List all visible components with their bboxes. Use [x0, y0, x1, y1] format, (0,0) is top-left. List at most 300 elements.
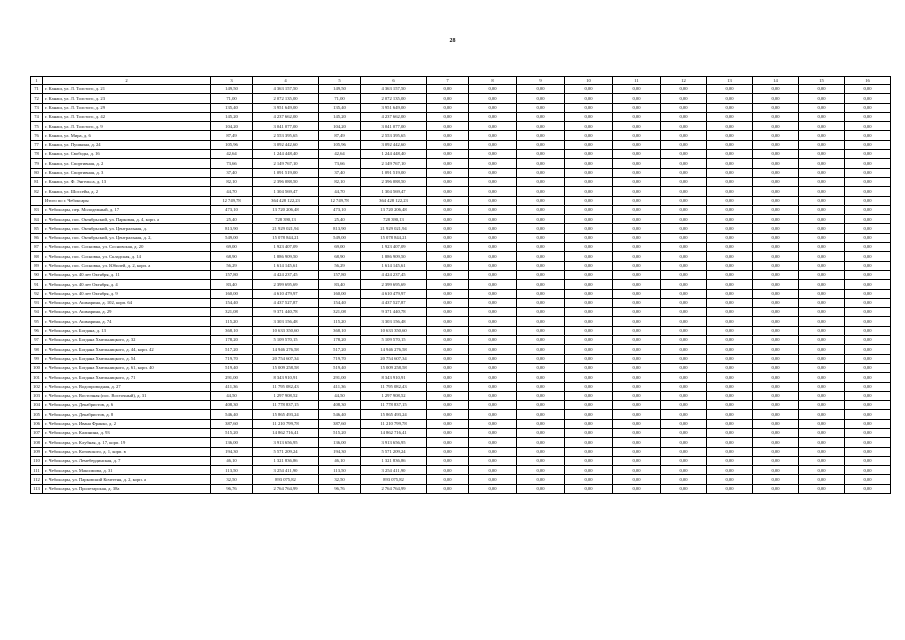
- area-cell: 69,00: [211, 243, 253, 252]
- zero-cell: 0,00: [753, 187, 799, 196]
- zero-cell: 0,00: [753, 103, 799, 112]
- zero-cell: 0,00: [845, 354, 891, 363]
- zero-cell: 0,00: [517, 261, 565, 270]
- zero-cell: 0,00: [427, 484, 469, 493]
- cost-cell: 13 720 206,48: [361, 205, 427, 214]
- zero-cell: 0,00: [661, 112, 707, 121]
- cost-cell: 3 092 442,60: [253, 140, 319, 149]
- cost-cell: 2 553 395,65: [361, 131, 427, 140]
- zero-cell: 0,00: [469, 215, 517, 224]
- table-header-row: [31, 77, 891, 85]
- zero-cell: 0,00: [565, 391, 613, 400]
- address-cell: г. Чебоксары, ул. Ивана Франко, д. 2: [43, 419, 211, 428]
- address-cell: г. Канаш, ул. Л. Толстого, д. 9: [43, 122, 211, 131]
- area-cell: 96,76: [211, 484, 253, 493]
- cost-cell: 728 390,13: [253, 215, 319, 224]
- zero-cell: 0,00: [517, 280, 565, 289]
- zero-cell: 0,00: [427, 159, 469, 168]
- address-cell: г. Чебоксары, ул. Богдана, д. 13: [43, 326, 211, 335]
- zero-cell: 0,00: [661, 354, 707, 363]
- zero-cell: 0,00: [799, 410, 845, 419]
- zero-cell: 0,00: [799, 159, 845, 168]
- zero-cell: 0,00: [707, 177, 753, 186]
- zero-cell: 0,00: [517, 122, 565, 131]
- zero-cell: 0,00: [753, 428, 799, 437]
- zero-cell: 0,00: [613, 456, 661, 465]
- cost-cell: 3 913 656,95: [253, 438, 319, 447]
- zero-cell: 0,00: [613, 215, 661, 224]
- row-number: 108: [31, 438, 43, 447]
- cost-cell: 14 946 276,58: [253, 345, 319, 354]
- zero-cell: 0,00: [565, 280, 613, 289]
- table-row: [31, 103, 891, 112]
- cost-cell: 15 078 844,21: [253, 233, 319, 242]
- zero-cell: 0,00: [661, 177, 707, 186]
- area-cell: 32,50: [319, 475, 361, 484]
- area-cell: 46,10: [211, 456, 253, 465]
- cost-cell: 4 437 527,87: [253, 298, 319, 307]
- zero-cell: 0,00: [845, 289, 891, 298]
- header-cell: 9: [517, 77, 565, 85]
- cost-cell: 20 754 607,34: [253, 354, 319, 363]
- zero-cell: 0,00: [427, 391, 469, 400]
- zero-cell: 0,00: [565, 215, 613, 224]
- address-cell: г. Чебоксары, ул. Клубная, д. 17, корп. 19: [43, 438, 211, 447]
- zero-cell: 0,00: [517, 150, 565, 159]
- zero-cell: 0,00: [707, 354, 753, 363]
- zero-cell: 0,00: [427, 317, 469, 326]
- zero-cell: 0,00: [613, 159, 661, 168]
- cost-cell: 11 795 082,43: [253, 382, 319, 391]
- zero-cell: 0,00: [517, 112, 565, 121]
- zero-cell: 0,00: [565, 159, 613, 168]
- zero-cell: 0,00: [469, 336, 517, 345]
- zero-cell: 0,00: [707, 456, 753, 465]
- zero-cell: 0,00: [661, 224, 707, 233]
- zero-cell: 0,00: [613, 243, 661, 252]
- zero-cell: 0,00: [565, 177, 613, 186]
- zero-cell: 0,00: [565, 205, 613, 214]
- address-cell: г. Канаш, ул. Пушкина, д. 24: [43, 140, 211, 149]
- zero-cell: 0,00: [517, 168, 565, 177]
- table-row: [31, 112, 891, 121]
- zero-cell: 0,00: [707, 410, 753, 419]
- row-number: 86: [31, 233, 43, 242]
- zero-cell: 0,00: [613, 140, 661, 149]
- row-number: 75: [31, 122, 43, 131]
- zero-cell: 0,00: [565, 298, 613, 307]
- zero-cell: 0,00: [845, 85, 891, 94]
- zero-cell: 0,00: [613, 94, 661, 103]
- table-row: [31, 317, 891, 326]
- header-cell: 6: [361, 77, 427, 85]
- zero-cell: 0,00: [517, 373, 565, 382]
- row-number: 91: [31, 280, 43, 289]
- zero-cell: 0,00: [707, 289, 753, 298]
- area-cell: 44,50: [319, 391, 361, 400]
- zero-cell: 0,00: [469, 168, 517, 177]
- area-cell: 37,40: [211, 168, 253, 177]
- zero-cell: 0,00: [753, 466, 799, 475]
- table-row: [31, 466, 891, 475]
- area-cell: 157,80: [319, 270, 361, 279]
- row-number: 71: [31, 85, 43, 94]
- cost-cell: 2 396 088,50: [253, 177, 319, 186]
- cost-cell: 10 633 350,60: [253, 326, 319, 335]
- zero-cell: 0,00: [753, 382, 799, 391]
- zero-cell: 0,00: [661, 243, 707, 252]
- cost-cell: 2 072 135,00: [253, 94, 319, 103]
- page-number: 28: [449, 38, 456, 44]
- zero-cell: 0,00: [613, 419, 661, 428]
- zero-cell: 0,00: [753, 112, 799, 121]
- zero-cell: 0,00: [427, 475, 469, 484]
- address-cell: г. Чебоксары, ул. Декабристов, д. 6: [43, 401, 211, 410]
- zero-cell: 0,00: [565, 484, 613, 493]
- zero-cell: 0,00: [845, 140, 891, 149]
- table-row: [31, 140, 891, 149]
- zero-cell: 0,00: [661, 168, 707, 177]
- zero-cell: 0,00: [427, 196, 469, 205]
- table-row: [31, 224, 891, 233]
- cost-cell: 5 109 570,15: [253, 336, 319, 345]
- address-cell: г. Канаш, ул. Шоссейн, д. 2: [43, 187, 211, 196]
- table-row: [31, 85, 891, 94]
- zero-cell: 0,00: [613, 326, 661, 335]
- row-number: 78: [31, 150, 43, 159]
- area-cell: 194,30: [319, 447, 361, 456]
- zero-cell: 0,00: [565, 85, 613, 94]
- zero-cell: 0,00: [427, 456, 469, 465]
- area-cell: 25,40: [211, 215, 253, 224]
- zero-cell: 0,00: [565, 308, 613, 317]
- zero-cell: 0,00: [845, 280, 891, 289]
- zero-cell: 0,00: [845, 196, 891, 205]
- address-cell: г. Чебоксары, ул. Пролетарская, д. 38а: [43, 484, 211, 493]
- zero-cell: 0,00: [661, 196, 707, 205]
- zero-cell: 0,00: [753, 401, 799, 410]
- zero-cell: 0,00: [469, 289, 517, 298]
- zero-cell: 0,00: [427, 85, 469, 94]
- area-cell: 473,10: [319, 205, 361, 214]
- zero-cell: 0,00: [799, 85, 845, 94]
- area-cell: 56,29: [319, 261, 361, 270]
- zero-cell: 0,00: [753, 317, 799, 326]
- zero-cell: 0,00: [565, 94, 613, 103]
- zero-cell: 0,00: [661, 205, 707, 214]
- area-cell: 87,49: [211, 131, 253, 140]
- zero-cell: 0,00: [613, 447, 661, 456]
- zero-cell: 0,00: [427, 122, 469, 131]
- area-cell: 719,70: [319, 354, 361, 363]
- table-row: [31, 122, 891, 131]
- zero-cell: 0,00: [517, 94, 565, 103]
- zero-cell: 0,00: [753, 447, 799, 456]
- zero-cell: 0,00: [613, 317, 661, 326]
- cost-cell: 11 795 082,43: [361, 382, 427, 391]
- zero-cell: 0,00: [565, 345, 613, 354]
- zero-cell: 0,00: [799, 419, 845, 428]
- zero-cell: 0,00: [707, 150, 753, 159]
- zero-cell: 0,00: [427, 233, 469, 242]
- zero-cell: 0,00: [613, 373, 661, 382]
- zero-cell: 0,00: [661, 140, 707, 149]
- area-cell: 115,20: [319, 317, 361, 326]
- cost-cell: 3 303 156,48: [253, 317, 319, 326]
- cost-cell: 2 553 395,65: [253, 131, 319, 140]
- zero-cell: 0,00: [845, 410, 891, 419]
- zero-cell: 0,00: [799, 270, 845, 279]
- zero-cell: 0,00: [753, 336, 799, 345]
- table-row: [31, 131, 891, 140]
- header-cell: 4: [253, 77, 319, 85]
- zero-cell: 0,00: [427, 112, 469, 121]
- zero-cell: 0,00: [427, 336, 469, 345]
- area-cell: 73,66: [319, 159, 361, 168]
- zero-cell: 0,00: [753, 261, 799, 270]
- area-cell: 411,36: [211, 382, 253, 391]
- zero-cell: 0,00: [845, 177, 891, 186]
- zero-cell: 0,00: [661, 270, 707, 279]
- zero-cell: 0,00: [707, 475, 753, 484]
- row-number: 83: [31, 205, 43, 214]
- cost-cell: 3 041 077,00: [361, 122, 427, 131]
- cost-cell: 1 091 519,00: [253, 168, 319, 177]
- zero-cell: 0,00: [469, 466, 517, 475]
- zero-cell: 0,00: [469, 456, 517, 465]
- zero-cell: 0,00: [517, 484, 565, 493]
- zero-cell: 0,00: [613, 261, 661, 270]
- cost-cell: 5 571 209,24: [361, 447, 427, 456]
- area-cell: 546,40: [211, 410, 253, 419]
- zero-cell: 0,00: [517, 391, 565, 400]
- cost-cell: 4 437 527,87: [361, 298, 427, 307]
- zero-cell: 0,00: [845, 456, 891, 465]
- cost-cell: 1 244 448,40: [253, 150, 319, 159]
- zero-cell: 0,00: [469, 112, 517, 121]
- address-cell: г. Чебоксары, ул. Парковский Кочегеня, д. 2, корп. а: [43, 475, 211, 484]
- cost-cell: 364 428 122,23: [253, 196, 319, 205]
- zero-cell: 0,00: [427, 243, 469, 252]
- zero-cell: 0,00: [427, 308, 469, 317]
- row-number: 85: [31, 224, 43, 233]
- zero-cell: 0,00: [427, 270, 469, 279]
- zero-cell: 0,00: [469, 438, 517, 447]
- area-cell: 71,00: [319, 94, 361, 103]
- address-cell: г. Канаш, ул. Свободы, д. 16: [43, 150, 211, 159]
- zero-cell: 0,00: [707, 233, 753, 242]
- zero-cell: 0,00: [661, 363, 707, 372]
- zero-cell: 0,00: [707, 345, 753, 354]
- cost-cell: 4 610 479,97: [361, 289, 427, 298]
- header-cell: 12: [661, 77, 707, 85]
- area-cell: 135,40: [211, 103, 253, 112]
- zero-cell: 0,00: [427, 410, 469, 419]
- area-cell: 408,30: [319, 401, 361, 410]
- zero-cell: 0,00: [845, 233, 891, 242]
- zero-cell: 0,00: [799, 131, 845, 140]
- zero-cell: 0,00: [469, 363, 517, 372]
- area-cell: 135,40: [319, 103, 361, 112]
- zero-cell: 0,00: [845, 401, 891, 410]
- row-number: 103: [31, 391, 43, 400]
- zero-cell: 0,00: [469, 298, 517, 307]
- header-cell: 10: [565, 77, 613, 85]
- row-number: 98: [31, 345, 43, 354]
- zero-cell: 0,00: [565, 466, 613, 475]
- zero-cell: 0,00: [707, 447, 753, 456]
- area-cell: 473,10: [211, 205, 253, 214]
- area-cell: 387,60: [319, 419, 361, 428]
- zero-cell: 0,00: [427, 326, 469, 335]
- area-cell: 149,50: [211, 85, 253, 94]
- zero-cell: 0,00: [613, 280, 661, 289]
- row-number: 102: [31, 382, 43, 391]
- area-cell: 44,50: [211, 391, 253, 400]
- zero-cell: 0,00: [427, 103, 469, 112]
- zero-cell: 0,00: [565, 103, 613, 112]
- cost-cell: 11 778 837,15: [361, 401, 427, 410]
- zero-cell: 0,00: [753, 484, 799, 493]
- cost-cell: 4 363 157,50: [253, 85, 319, 94]
- zero-cell: 0,00: [661, 345, 707, 354]
- area-cell: 178,20: [211, 336, 253, 345]
- zero-cell: 0,00: [707, 140, 753, 149]
- address-cell: г. Чебоксары, ул. Котовского, д. 1, корп. в: [43, 447, 211, 456]
- cost-cell: 1 321 836,86: [253, 456, 319, 465]
- zero-cell: 0,00: [613, 224, 661, 233]
- row-number: 99: [31, 354, 43, 363]
- zero-cell: 0,00: [613, 122, 661, 131]
- area-cell: 368,10: [319, 326, 361, 335]
- zero-cell: 0,00: [845, 122, 891, 131]
- zero-cell: 0,00: [799, 456, 845, 465]
- zero-cell: 0,00: [469, 94, 517, 103]
- zero-cell: 0,00: [613, 466, 661, 475]
- zero-cell: 0,00: [469, 140, 517, 149]
- row-number: 106: [31, 419, 43, 428]
- header-cell: 16: [845, 77, 891, 85]
- zero-cell: 0,00: [799, 261, 845, 270]
- table-row: [31, 289, 891, 298]
- zero-cell: 0,00: [845, 438, 891, 447]
- area-cell: 136,00: [319, 438, 361, 447]
- zero-cell: 0,00: [707, 168, 753, 177]
- zero-cell: 0,00: [707, 196, 753, 205]
- zero-cell: 0,00: [565, 419, 613, 428]
- row-number: 82: [31, 187, 43, 196]
- zero-cell: 0,00: [427, 131, 469, 140]
- area-cell: 515,20: [319, 428, 361, 437]
- row-number: 96: [31, 326, 43, 335]
- zero-cell: 0,00: [799, 140, 845, 149]
- zero-cell: 0,00: [753, 243, 799, 252]
- zero-cell: 0,00: [799, 150, 845, 159]
- area-cell: 115,20: [211, 317, 253, 326]
- area-cell: 546,40: [319, 410, 361, 419]
- cost-cell: 15 865 493,24: [361, 410, 427, 419]
- table-row: [31, 456, 891, 465]
- zero-cell: 0,00: [427, 252, 469, 261]
- row-number: 72: [31, 94, 43, 103]
- address-cell: г. Чебоксары, ул. 40 лет Октября, д. 9: [43, 289, 211, 298]
- zero-cell: 0,00: [661, 103, 707, 112]
- area-cell: 113,50: [319, 466, 361, 475]
- cost-cell: 1 244 448,40: [361, 150, 427, 159]
- cost-cell: 4 237 662,00: [253, 112, 319, 121]
- zero-cell: 0,00: [753, 363, 799, 372]
- zero-cell: 0,00: [661, 159, 707, 168]
- zero-cell: 0,00: [469, 410, 517, 419]
- address-cell: Итого по г. Чебоксары: [43, 196, 211, 205]
- area-cell: 68,90: [211, 252, 253, 261]
- address-cell: г. Чебоксары, ул. Богдана Хмельницкого, д. 71: [43, 373, 211, 382]
- cost-cell: 1 886 909,50: [253, 252, 319, 261]
- row-number: 92: [31, 289, 43, 298]
- cost-cell: 8 343 910,91: [361, 373, 427, 382]
- zero-cell: 0,00: [427, 215, 469, 224]
- zero-cell: 0,00: [753, 215, 799, 224]
- header-cell: 13: [707, 77, 753, 85]
- zero-cell: 0,00: [661, 252, 707, 261]
- zero-cell: 0,00: [845, 373, 891, 382]
- zero-cell: 0,00: [707, 336, 753, 345]
- row-number: 73: [31, 103, 43, 112]
- table-row: [31, 382, 891, 391]
- row-number: 74: [31, 112, 43, 121]
- zero-cell: 0,00: [661, 373, 707, 382]
- zero-cell: 0,00: [469, 382, 517, 391]
- zero-cell: 0,00: [845, 382, 891, 391]
- zero-cell: 0,00: [517, 475, 565, 484]
- area-cell: 105,96: [211, 140, 253, 149]
- cost-cell: 3 303 156,48: [361, 317, 427, 326]
- row-number: 90: [31, 270, 43, 279]
- zero-cell: 0,00: [799, 447, 845, 456]
- address-cell: г. Чебоксары, ул. Ашмарина, д. 74: [43, 317, 211, 326]
- zero-cell: 0,00: [613, 391, 661, 400]
- zero-cell: 0,00: [799, 187, 845, 196]
- zero-cell: 0,00: [661, 456, 707, 465]
- area-cell: 321,08: [211, 308, 253, 317]
- area-cell: 46,10: [319, 456, 361, 465]
- zero-cell: 0,00: [753, 131, 799, 140]
- zero-cell: 0,00: [753, 122, 799, 131]
- zero-cell: 0,00: [565, 112, 613, 121]
- zero-cell: 0,00: [845, 159, 891, 168]
- cost-cell: 4 610 479,97: [253, 289, 319, 298]
- zero-cell: 0,00: [799, 382, 845, 391]
- zero-cell: 0,00: [845, 215, 891, 224]
- cost-cell: 9 371 440,78: [361, 308, 427, 317]
- zero-cell: 0,00: [517, 308, 565, 317]
- zero-cell: 0,00: [661, 298, 707, 307]
- zero-cell: 0,00: [469, 373, 517, 382]
- zero-cell: 0,00: [707, 298, 753, 307]
- zero-cell: 0,00: [613, 85, 661, 94]
- zero-cell: 0,00: [707, 326, 753, 335]
- cost-cell: 1 297 908,52: [253, 391, 319, 400]
- zero-cell: 0,00: [661, 280, 707, 289]
- zero-cell: 0,00: [517, 252, 565, 261]
- address-cell: г. Чебоксары, пос. Октябрьский, ул. Центральная, д.: [43, 224, 211, 233]
- zero-cell: 0,00: [753, 159, 799, 168]
- zero-cell: 0,00: [753, 150, 799, 159]
- zero-cell: 0,00: [845, 484, 891, 493]
- zero-cell: 0,00: [845, 243, 891, 252]
- area-cell: 87,49: [319, 131, 361, 140]
- zero-cell: 0,00: [845, 391, 891, 400]
